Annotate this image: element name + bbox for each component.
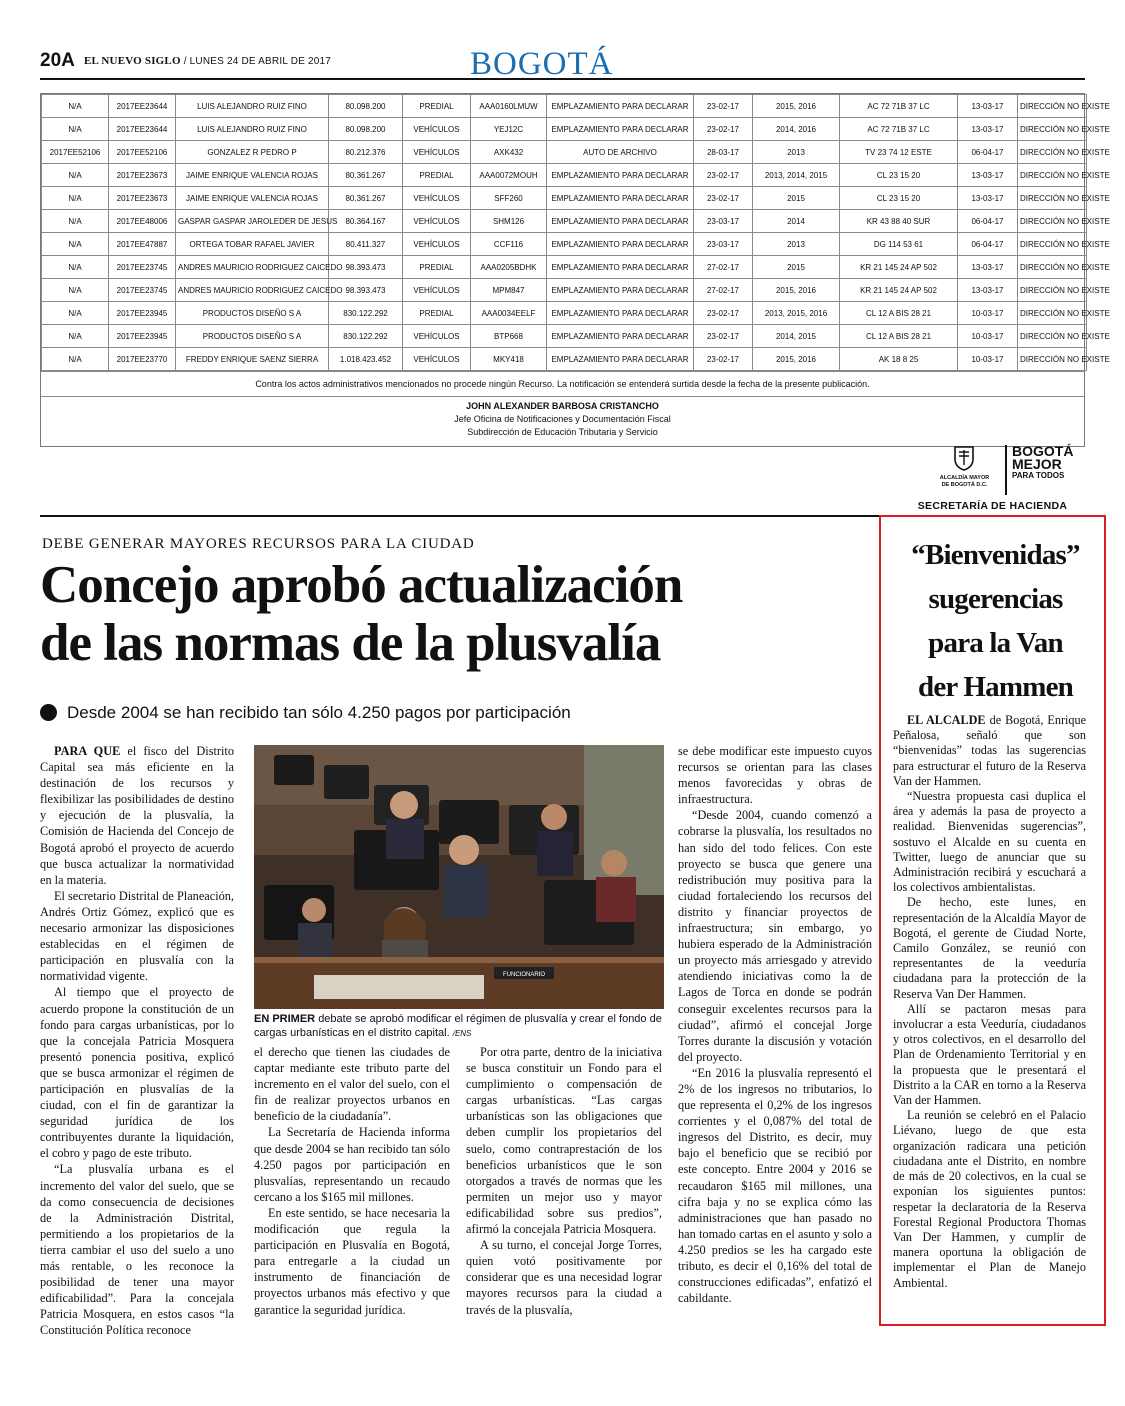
table-cell: 2014 xyxy=(753,210,840,233)
alcaldia-line-2: DE BOGOTÁ D.C. xyxy=(941,481,988,488)
article-headline xyxy=(40,556,870,672)
table-cell: 13-03-17 xyxy=(958,279,1018,302)
sidebar-title-line-2: sugerencias xyxy=(928,583,1063,615)
signer-title-1: Jefe Oficina de Notificaciones y Documentación Fiscal xyxy=(454,414,671,424)
sidebar-paragraph-3: De hecho, este lunes, en representación de la Alcaldía Mayor de Bogotá, el gerente de Ciudad Norte, Camilo González, se reunió con representantes de la veeduría ciudadana para la protección de la Reserva Van Der Hammen. xyxy=(893,895,1086,1001)
table-cell: PREDIAL xyxy=(403,302,471,325)
article-paragraph-6: La Secretaría de Hacienda informa que desde 2004 se han recibido tan sólo 4.250 pagos por participación en plusvalías, representando un recaudo cercano a los $165 mil millones. xyxy=(254,1125,450,1204)
subheadline-text: Desde 2004 se han recibido tan sólo 4.250 pagos por participación xyxy=(67,703,571,722)
table-cell: 2017EE23673 xyxy=(109,164,176,187)
logo-divider xyxy=(1005,445,1007,495)
table-cell: 06-04-17 xyxy=(958,141,1018,164)
bullet-icon xyxy=(40,704,57,721)
table-cell: 98.393.473 xyxy=(329,279,403,302)
signature-block xyxy=(41,396,1084,446)
table-cell: N/A xyxy=(42,233,109,256)
table-cell: 80.098.200 xyxy=(329,118,403,141)
table-cell: DIRECCIÓN NO EXISTE xyxy=(1018,95,1087,118)
article-kicker: DEBE GENERAR MAYORES RECURSOS PARA LA CIUDAD xyxy=(42,536,475,552)
section-divider xyxy=(40,515,880,517)
table-cell: 10-03-17 xyxy=(958,325,1018,348)
headline-line-2: de las normas de la plusvalía xyxy=(40,614,661,672)
table-cell: CL 23 15 20 xyxy=(840,187,958,210)
table-cell: EMPLAZAMIENTO PARA DECLARAR xyxy=(547,348,694,371)
table-cell: 13-03-17 xyxy=(958,256,1018,279)
table-cell: GASPAR GASPAR JAROLEDER DE JESUS xyxy=(176,210,329,233)
article-lead-in: PARA QUE xyxy=(54,744,121,758)
table-cell: 27-02-17 xyxy=(694,279,753,302)
table-cell: TV 23 74 12 ESTE xyxy=(840,141,958,164)
table-cell: PREDIAL xyxy=(403,95,471,118)
bogota-mejor-logo xyxy=(1012,445,1073,481)
bogota-logo-line-1: BOGOTÁ xyxy=(1012,443,1074,459)
photo-illustration xyxy=(254,745,664,1009)
sidebar-headline xyxy=(893,533,1098,709)
table-cell: 2017EE23745 xyxy=(109,256,176,279)
table-cell: VEHÍCULOS xyxy=(403,118,471,141)
table-cell: 2015, 2016 xyxy=(753,279,840,302)
bogota-logo-line-2: MEJOR xyxy=(1012,456,1062,472)
article-subheadline xyxy=(40,703,571,723)
article-paragraph-7: En este sentido, se hace necesaria la modificación que regula la participación en Plusvalía en Bogotá, para entregarle a la ciudad un instrumento de financiación de proyectos urbanos más efectivo y que garantice la seguridad jurídica. xyxy=(254,1205,450,1317)
article-column-1 xyxy=(40,743,234,1338)
article-paragraph-8: Por otra parte, dentro de la iniciativa se busca constituir un Fondo para el cumplimiento o compensación de cargas urbanísticas. “Las cargas urbanísticas son las obligaciones que deben cumplir los propietarios del suelo, como contraprestación de los beneficios urbanísticos que le son otorgados a través de normas que les permiten un mejor uso y mayor edificabilidad sobre sus predios”, afirmó la concejala Patricia Mosquera. xyxy=(466,1045,662,1237)
table-row xyxy=(42,325,1087,348)
sidebar-lead-in: EL ALCALDE xyxy=(907,713,986,727)
table-row xyxy=(42,210,1087,233)
table-row xyxy=(42,348,1087,371)
table-cell: CL 23 15 20 xyxy=(840,164,958,187)
table-cell: SFF260 xyxy=(471,187,547,210)
signer-name: JOHN ALEXANDER BARBOSA CRISTANCHO xyxy=(466,401,659,411)
table-cell: ANDRES MAURICIO RODRIGUEZ CAICEDO xyxy=(176,279,329,302)
caption-text: debate se aprobó modificar el régimen de plusvalía y crear el fondo de cargas urbanísticas en el distrito capital. xyxy=(254,1013,662,1039)
table-row xyxy=(42,256,1087,279)
table-cell: CCF116 xyxy=(471,233,547,256)
table-cell: 10-03-17 xyxy=(958,348,1018,371)
table-cell: VEHÍCULOS xyxy=(403,348,471,371)
table-cell: BTP668 xyxy=(471,325,547,348)
table-cell: 2017EE23945 xyxy=(109,302,176,325)
table-cell: 1.018.423.452 xyxy=(329,348,403,371)
article-paragraph-2: El secretario Distrital de Planeación, Andrés Ortiz Gómez, explicó que es necesario armonizar las disposiciones establecidas en el régimen de participación en plusvalía con la normatividad vigente. xyxy=(40,888,234,984)
table-cell: DG 114 53 61 xyxy=(840,233,958,256)
coat-of-arms-icon xyxy=(953,445,975,471)
page-header xyxy=(40,40,1085,80)
table-cell: 2014, 2016 xyxy=(753,118,840,141)
table-cell: VEHÍCULOS xyxy=(403,141,471,164)
table-cell: 80.212.376 xyxy=(329,141,403,164)
notification-table xyxy=(41,94,1110,371)
table-cell: N/A xyxy=(42,325,109,348)
table-cell: N/A xyxy=(42,118,109,141)
table-cell: LUIS ALEJANDRO RUIZ FINO xyxy=(176,118,329,141)
table-cell: N/A xyxy=(42,302,109,325)
article-column-3 xyxy=(466,1044,662,1318)
caption-lead-in: EN PRIMER xyxy=(254,1013,316,1025)
table-cell: KR 21 145 24 AP 502 xyxy=(840,256,958,279)
article-column-2 xyxy=(254,1044,450,1318)
table-cell: 23-02-17 xyxy=(694,164,753,187)
table-cell: EMPLAZAMIENTO PARA DECLARAR xyxy=(547,256,694,279)
headline-line-1: Concejo aprobó actualización xyxy=(40,556,683,614)
table-cell: MKY418 xyxy=(471,348,547,371)
notification-table-box xyxy=(40,93,1110,447)
placard-text: FUNCIONARIO xyxy=(503,972,545,978)
logos-block xyxy=(905,443,1080,513)
table-cell: JAIME ENRIQUE VALENCIA ROJAS xyxy=(176,164,329,187)
table-cell: 2015 xyxy=(753,256,840,279)
table-cell: 2013, 2014, 2015 xyxy=(753,164,840,187)
table-cell: AAA0160LMUW xyxy=(471,95,547,118)
table-cell: KR 21 145 24 AP 502 xyxy=(840,279,958,302)
alcaldia-line-1: ALCALDÍA MAYOR xyxy=(939,475,990,481)
table-cell: DIRECCIÓN NO EXISTE xyxy=(1018,348,1087,371)
table-cell: ANDRES MAURICIO RODRIGUEZ CAICEDO xyxy=(176,256,329,279)
table-cell: 13-03-17 xyxy=(958,187,1018,210)
table-cell: GONZALEZ R PEDRO P xyxy=(176,141,329,164)
table-cell: DIRECCIÓN NO EXISTE xyxy=(1018,325,1087,348)
page-number: 20A xyxy=(40,50,75,71)
article-paragraph-5: el derecho que tienen las ciudades de captar mediante este tributo parte del incremento en el valor del suelo, con el fin de realizar proyectos urbanos en beneficio de la ciudadanía”. xyxy=(254,1045,450,1124)
table-cell: 2013 xyxy=(753,233,840,256)
table-cell: 2015, 2016 xyxy=(753,348,840,371)
table-cell: VEHÍCULOS xyxy=(403,233,471,256)
table-cell: N/A xyxy=(42,279,109,302)
sidebar-title-line-1: “Bienvenidas” xyxy=(911,539,1080,571)
table-cell: 830.122.292 xyxy=(329,325,403,348)
table-cell: DIRECCIÓN NO EXISTE xyxy=(1018,302,1087,325)
table-row xyxy=(42,95,1087,118)
table-cell: 2017EE23673 xyxy=(109,187,176,210)
table-cell: 2017EE47887 xyxy=(109,233,176,256)
table-cell: VEHÍCULOS xyxy=(403,210,471,233)
table-cell: N/A xyxy=(42,164,109,187)
table-cell: CL 12 A BIS 28 21 xyxy=(840,302,958,325)
table-cell: 13-03-17 xyxy=(958,118,1018,141)
table-cell: 2017EE48006 xyxy=(109,210,176,233)
table-cell: N/A xyxy=(42,348,109,371)
table-cell: EMPLAZAMIENTO PARA DECLARAR xyxy=(547,187,694,210)
table-cell: EMPLAZAMIENTO PARA DECLARAR xyxy=(547,210,694,233)
table-cell: 28-03-17 xyxy=(694,141,753,164)
sidebar-title-line-3: para la Van xyxy=(928,627,1063,659)
table-row xyxy=(42,164,1087,187)
table-row xyxy=(42,279,1087,302)
table-cell: ORTEGA TOBAR RAFAEL JAVIER xyxy=(176,233,329,256)
publication-name xyxy=(84,55,331,67)
table-cell: AUTO DE ARCHIVO xyxy=(547,141,694,164)
table-cell: 23-02-17 xyxy=(694,302,753,325)
table-cell: DIRECCIÓN NO EXISTE xyxy=(1018,210,1087,233)
table-cell: VEHÍCULOS xyxy=(403,187,471,210)
sidebar-body xyxy=(893,713,1086,1291)
table-cell: N/A xyxy=(42,210,109,233)
table-cell: 23-02-17 xyxy=(694,187,753,210)
table-cell: 23-02-17 xyxy=(694,325,753,348)
table-row xyxy=(42,233,1087,256)
table-cell: 10-03-17 xyxy=(958,302,1018,325)
table-cell: N/A xyxy=(42,187,109,210)
table-row xyxy=(42,187,1087,210)
bogota-logo-line-3: PARA TODOS xyxy=(1012,471,1065,480)
article-paragraph-9: A su turno, el concejal Jorge Torres, quien votó positivamente por considerar que es una necesidad lograr mayores recursos para la ciudad a través de la plusvalía, xyxy=(466,1238,662,1317)
table-cell: 27-02-17 xyxy=(694,256,753,279)
table-cell: DIRECCIÓN NO EXISTE xyxy=(1018,233,1087,256)
table-row xyxy=(42,302,1087,325)
table-cell: 23-02-17 xyxy=(694,348,753,371)
table-cell: EMPLAZAMIENTO PARA DECLARAR xyxy=(547,302,694,325)
table-cell: 2013, 2015, 2016 xyxy=(753,302,840,325)
table-cell: VEHÍCULOS xyxy=(403,279,471,302)
table-cell: EMPLAZAMIENTO PARA DECLARAR xyxy=(547,325,694,348)
table-cell: DIRECCIÓN NO EXISTE xyxy=(1018,256,1087,279)
table-cell: 23-03-17 xyxy=(694,233,753,256)
table-cell: N/A xyxy=(42,256,109,279)
alcaldia-logo-text xyxy=(927,475,1002,488)
article-paragraph-4: “La plusvalía urbana es el incremento del valor del suelo, que se da como consecuencia de decisiones de la Administración Distrital, permitiendo a los propietarios de la tierra cambiar el uso del suelo a uno más rentable, o les reconoce la posibilidad de tener una mayor edificabilidad”. Para la concejala Patricia Mosquera, en estos casos “la Constitución Política reconoce xyxy=(40,1162,234,1338)
article-paragraph xyxy=(40,743,234,888)
table-cell: 23-02-17 xyxy=(694,95,753,118)
table-cell: KR 43 88 40 SUR xyxy=(840,210,958,233)
table-cell: EMPLAZAMIENTO PARA DECLARAR xyxy=(547,164,694,187)
table-cell: FREDDY ENRIQUE SAENZ SIERRA xyxy=(176,348,329,371)
signer-title-2: Subdirección de Educación Tributaria y Servicio xyxy=(467,427,658,437)
table-cell: 80.411.327 xyxy=(329,233,403,256)
table-cell: N/A xyxy=(42,95,109,118)
table-cell: AAA0034EELF xyxy=(471,302,547,325)
council-session-photo xyxy=(254,745,664,1009)
table-cell: AAA0205BDHK xyxy=(471,256,547,279)
table-cell: 2017EE23745 xyxy=(109,279,176,302)
table-cell: 06-04-17 xyxy=(958,233,1018,256)
table-cell: 80.098.200 xyxy=(329,95,403,118)
table-cell: SHM126 xyxy=(471,210,547,233)
article-paragraph-11: “Desde 2004, cuando comenzó a cobrarse la plusvalía, los resultados no han sido del todo felices. Con este proyecto se busca que genere una redistribución muy positiva para la ciudad fortaleciendo los recursos del distrito y financiar proyectos de infraestructura; sin embargo, yo hubiera esperado de la Administración un proyecto más arriesgado y atrevido atendiendo iniciativas como la de Lagos de Torca en donde se podrán conseguir excelentes recursos para la ciudad”, afirmó el concejal Jorge Torres durante la discusión y votación del proyecto. xyxy=(678,808,872,1064)
table-cell: 80.361.267 xyxy=(329,164,403,187)
table-row xyxy=(42,118,1087,141)
table-cell: DIRECCIÓN NO EXISTE xyxy=(1018,164,1087,187)
sidebar-paragraph-2: “Nuestra propuesta casi duplica el área y además la pasa de proyecto a realidad. Bienvenidas sugerencias”, sostuvo el Alcalde en su cuenta en Twitter, luego de anunciar que su Administración recibirá y escuchará a los colectivos ambientalistas. xyxy=(893,789,1086,895)
table-cell: 13-03-17 xyxy=(958,95,1018,118)
table-cell: 2017EE52106 xyxy=(109,141,176,164)
table-cell: EMPLAZAMIENTO PARA DECLARAR xyxy=(547,118,694,141)
table-cell: 2017EE52106 xyxy=(42,141,109,164)
table-cell: DIRECCIÓN NO EXISTE xyxy=(1018,141,1087,164)
table-cell: 06-04-17 xyxy=(958,210,1018,233)
table-cell: 2015 xyxy=(753,187,840,210)
article-paragraph-10: se debe modificar este impuesto cuyos recursos se orientan para las clases menos favorecidas y obras de infraestructura. xyxy=(678,744,872,807)
table-cell: 2017EE23770 xyxy=(109,348,176,371)
table-cell: 2014, 2015 xyxy=(753,325,840,348)
sidebar-paragraph-4: Allí se pactaron mesas para involucrar a esta Veeduría, ciudadanos y otros colectivos, en el desarrollo del Plan de Ordenamiento Territorial y en la propuesta que le presentará el Distrito a la CAR en torno a la Reserva Van der Hammen. xyxy=(893,1001,1086,1108)
photo-credit: /ENS xyxy=(452,1029,472,1038)
publication-title: EL NUEVO SIGLO xyxy=(84,55,181,67)
table-cell: AXK432 xyxy=(471,141,547,164)
table-cell: JAIME ENRIQUE VALENCIA ROJAS xyxy=(176,187,329,210)
table-cell: 23-03-17 xyxy=(694,210,753,233)
table-cell: EMPLAZAMIENTO PARA DECLARAR xyxy=(547,279,694,302)
table-cell: 80.364.167 xyxy=(329,210,403,233)
table-cell: AC 72 71B 37 LC xyxy=(840,95,958,118)
table-cell: AK 18 8 25 xyxy=(840,348,958,371)
publication-date: / LUNES 24 DE ABRIL DE 2017 xyxy=(183,56,332,67)
photo-caption xyxy=(254,1012,664,1041)
legal-note: Contra los actos administrativos mencionados no procede ningún Recurso. La notificación se entenderá surtida desde la fecha de la presente publicación. xyxy=(41,371,1084,396)
sidebar-paragraph-5: La reunión se celebró en el Palacio Liévano, luego de que esta organización radicara una petición ciudadana ante el Distrito, en nombre de más de 20 colectivos, en la cual se exponían los siguientes puntos: respetar la declaratoria de la Reserva Forestal Regional Productora Thomas Van Der Hammen, y cumplir de manera oportuna la obligación de implementar el Plan de Manejo Ambiental. xyxy=(893,1108,1086,1290)
table-cell: YEJ12C xyxy=(471,118,547,141)
table-cell: DIRECCIÓN NO EXISTE xyxy=(1018,187,1087,210)
table-cell: 80.361.267 xyxy=(329,187,403,210)
table-cell: 830.122.292 xyxy=(329,302,403,325)
table-cell: PRODUCTOS DISEÑO S A xyxy=(176,325,329,348)
table-cell: AAA0072MOUH xyxy=(471,164,547,187)
table-cell: 2013 xyxy=(753,141,840,164)
table-cell: 2017EE23644 xyxy=(109,118,176,141)
table-cell: 23-02-17 xyxy=(694,118,753,141)
table-cell: PREDIAL xyxy=(403,164,471,187)
article-paragraph-3: Al tiempo que el proyecto de acuerdo propone la constitución de un fondo para cargas urbanísticas, por lo que la concejala Patricia Mosquera presentó ponencia positiva, explicó que se busca armonizar el régimen de participación en plusvalías de la ciudad, con el fin de garantizar la seguridad jurídica de los contribuyentes durante la liquidación, el cobro y pago de este tributo. xyxy=(40,985,234,1161)
table-cell: 2015, 2016 xyxy=(753,95,840,118)
sidebar-paragraph-1: de Bogotá, Enrique Peñalosa, señaló que son “bienvenidas” todas las sugerencias para estructurar el futuro de la Reserva Van der Hammen. xyxy=(893,713,1086,788)
table-cell: PREDIAL xyxy=(403,256,471,279)
notification-table-body xyxy=(42,95,1110,371)
table-cell: AC 72 71B 37 LC xyxy=(840,118,958,141)
section-title: BOGOTÁ xyxy=(470,46,614,82)
secretaria-label: SECRETARÍA DE HACIENDA xyxy=(917,500,1068,512)
sidebar-title-line-4: der Hammen xyxy=(918,671,1073,703)
table-cell: LUIS ALEJANDRO RUIZ FINO xyxy=(176,95,329,118)
table-cell: 2017EE23945 xyxy=(109,325,176,348)
table-cell: DIRECCIÓN NO EXISTE xyxy=(1018,279,1087,302)
table-row xyxy=(42,141,1087,164)
table-cell: EMPLAZAMIENTO PARA DECLARAR xyxy=(547,95,694,118)
table-cell: 13-03-17 xyxy=(958,164,1018,187)
article-column-4 xyxy=(678,743,872,1306)
table-cell: 98.393.473 xyxy=(329,256,403,279)
table-cell: DIRECCIÓN NO EXISTE xyxy=(1018,118,1087,141)
table-cell: CL 12 A BIS 28 21 xyxy=(840,325,958,348)
sidebar-paragraph xyxy=(893,713,1086,789)
article-paragraph-1: el fisco del Distrito Capital sea más eficiente en la destinación de los recursos y flexibilizar las posibilidades de destino y ejecución de la plusvalía, la Comisión de Hacienda del Concejo de Bogotá aprobó el proyecto de acuerdo que busca actualizar la normatividad en la materia. xyxy=(40,744,234,887)
table-cell: MPM847 xyxy=(471,279,547,302)
article-paragraph-12: “En 2016 la plusvalía representó el 2% de los ingresos no tributarios, lo que representa el 0,2% de los ingresos corrientes y el 0,087% del total de ingresos del Distrito, es decir, muy bajo el beneficio que se recibió por este concepto. Entre 2004 y 2016 se recaudaron $165 mil millones, una cifra baja y no se explica cómo las administraciones que han pasado no han tomado cartas en el asunto y solo a 4.250 predios se les ha cargado este tributo, es decir el 0,16% del total de construcciones edificadas”, enfatizó el cabildante. xyxy=(678,1065,872,1306)
table-cell: 2017EE23644 xyxy=(109,95,176,118)
table-cell: EMPLAZAMIENTO PARA DECLARAR xyxy=(547,233,694,256)
table-cell: PRODUCTOS DISEÑO S A xyxy=(176,302,329,325)
table-cell: VEHÍCULOS xyxy=(403,325,471,348)
